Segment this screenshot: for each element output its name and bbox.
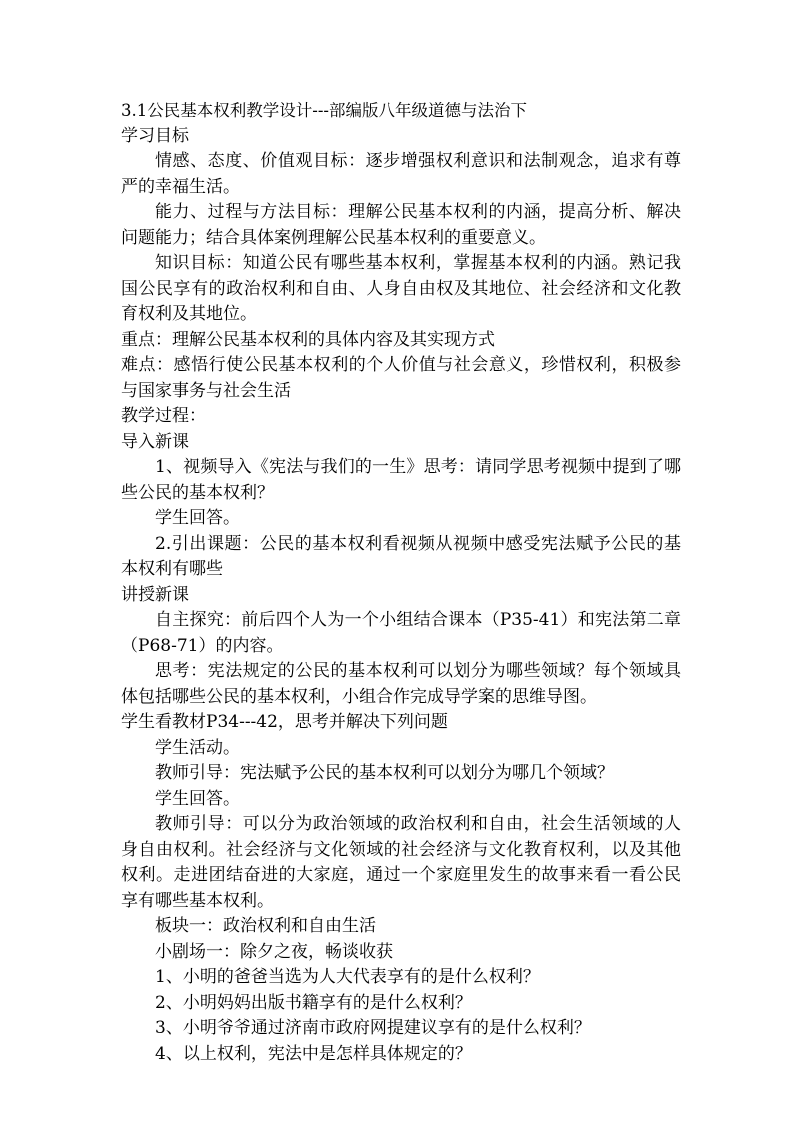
paragraph: 学生活动。 (155, 737, 240, 758)
paragraph: 学生回答。 (155, 508, 240, 528)
paragraph: 4、以上权利，宪法中是怎样具体规定的？ (155, 1043, 472, 1064)
paragraph: 3、小明爷爷通过济南市政府网提建议享有的是什么权利？ (155, 1018, 591, 1038)
paragraph: 2.引出课题：公民的基本权利看视频从视频中感受宪法赋予公民的基本权利有哪些 (121, 533, 681, 579)
document-body (121, 124, 681, 1068)
paragraph: 学生回答。 (155, 788, 240, 809)
paragraph: 2、小明妈妈出版书籍享有的是什么权利？ (155, 992, 472, 1013)
paragraph: 板块一：政治权利和自由生活 (155, 916, 376, 936)
paragraph: 讲授新课 (121, 584, 189, 605)
document-title: 3.1公民基本权利教学设计---部编版八年级道德与法治下 (121, 101, 527, 120)
paragraph: 难点：感悟行使公民基本权利的个人价值与社会意义，珍惜权利，积极参与国家事务与社会生活 (121, 355, 681, 401)
paragraph: 教学过程： (121, 406, 206, 426)
paragraph: 1、小明的爸爸当选为人大代表享有的是什么权利？ (155, 967, 540, 987)
paragraph: 能力、过程与方法目标：理解公民基本权利的内涵，提高分析、解决问题能力；结合具体案例理解公民基本权利的重要意义。 (121, 202, 681, 248)
paragraph: 1、视频导入《宪法与我们的一生》思考：请同学思考视频中提到了哪些公民的基本权利？ (121, 457, 681, 503)
paragraph: 学生看教材P34---42，思考并解决下列问题 (121, 712, 448, 732)
paragraph: 导入新课 (121, 431, 189, 452)
paragraph: 知识目标：知道公民有哪些基本权利，掌握基本权利的内涵。熟记我国公民享有的政治权利和自由、人身自由权及其地位、社会经济和文化教育权利及其地位。 (121, 253, 681, 324)
document-page (121, 98, 681, 1067)
paragraph: 教师引导：可以分为政治领域的政治权利和自由，社会生活领域的人身自由权利。社会经济与文化领域的社会经济与文化教育权利，以及其他权利。走进团结奋进的大家庭，通过一个家庭里发生的故事来看一看公民享有哪些基本权利。 (121, 814, 681, 911)
paragraph: 重点：理解公民基本权利的具体内容及其实现方式 (121, 329, 495, 350)
paragraph: 学习目标 (121, 125, 189, 146)
paragraph: 小剧场一：除夕之夜，畅谈收获 (155, 941, 393, 962)
paragraph: 教师引导：宪法赋予公民的基本权利可以划分为哪几个领域？ (155, 763, 614, 783)
paragraph: 情感、态度、价值观目标：逐步增强权利意识和法制观念，追求有尊严的幸福生活。 (121, 151, 681, 197)
paragraph: 自主探究：前后四个人为一个小组结合课本（P35-41）和宪法第二章（P68-71）的内容。 (121, 610, 681, 656)
paragraph: 思考：宪法规定的公民的基本权利可以划分为哪些领域？每个领域具体包括哪些公民的基本权利，小组合作完成导学案的思维导图。 (121, 661, 681, 707)
